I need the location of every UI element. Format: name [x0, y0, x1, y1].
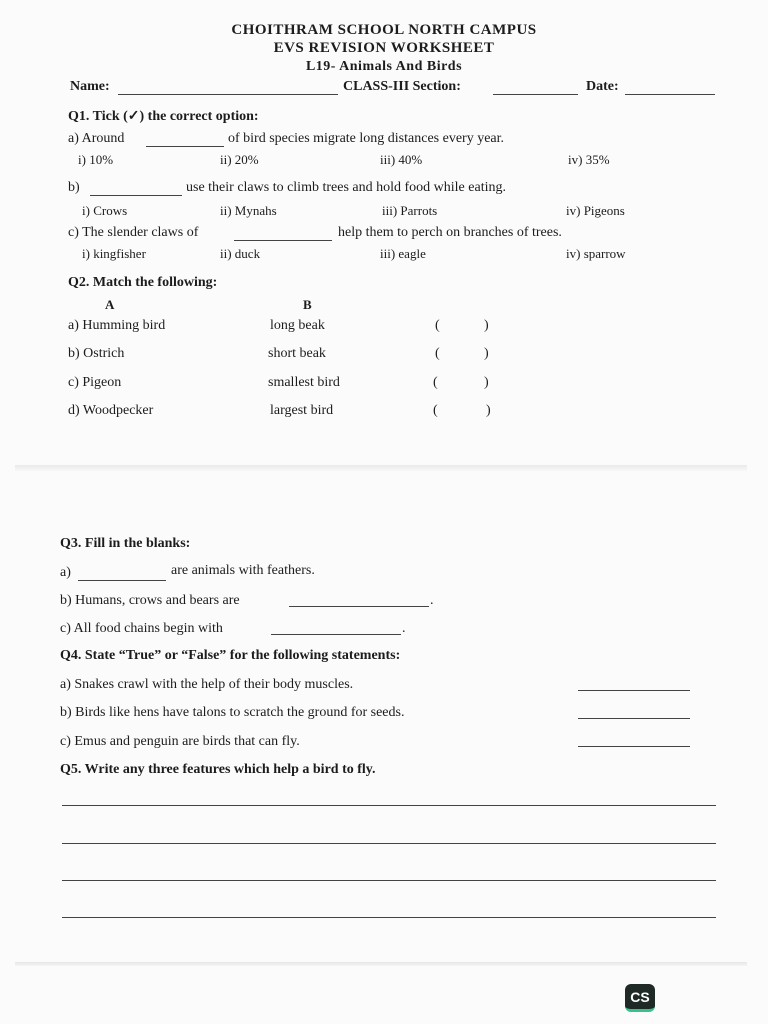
q3a-blank[interactable]: [78, 580, 166, 581]
q4a-statement: a) Snakes crawl with the help of their body muscles.: [60, 677, 354, 692]
class-section-label: CLASS-III Section:: [343, 79, 461, 94]
q2-column-b-header: B: [303, 297, 312, 312]
q1c-option-1[interactable]: i) kingfisher: [82, 246, 146, 261]
q2-row-c-right: smallest bird: [268, 375, 340, 390]
worksheet-title: EVS REVISION WORKSHEET: [273, 40, 495, 56]
date-label: Date:: [586, 79, 619, 94]
q1a-prefix: a) Around: [68, 131, 125, 146]
lesson-title: L19- Animals And Birds: [305, 59, 463, 74]
school-name: CHOITHRAM SCHOOL NORTH CAMPUS: [231, 22, 537, 38]
q2-row-d-answer-open[interactable]: (: [433, 403, 438, 418]
q5-answer-line-2[interactable]: [62, 843, 716, 844]
q3c-text: c) All food chains begin with: [60, 621, 223, 636]
q1b-option-4[interactable]: iv) Pigeons: [566, 203, 625, 218]
q1a-blank[interactable]: [146, 146, 224, 147]
q1b-option-2[interactable]: ii) Mynahs: [220, 203, 277, 218]
q3a-text: are animals with feathers.: [171, 563, 315, 578]
q4a-answer-blank[interactable]: [578, 690, 690, 691]
q1c-text: help them to perch on branches of trees.: [338, 225, 562, 240]
q5-answer-line-1[interactable]: [62, 805, 716, 806]
q5-answer-line-4[interactable]: [62, 917, 716, 918]
q2-row-d-answer-close: ): [486, 403, 491, 418]
camscanner-logo: CS: [625, 984, 655, 1012]
q2-row-a-right: long beak: [270, 318, 325, 333]
q1b-prefix: b): [68, 180, 80, 195]
q1c-blank[interactable]: [234, 240, 332, 241]
page-fold-shadow: [15, 465, 747, 471]
name-blank[interactable]: [118, 94, 338, 95]
q4b-answer-blank[interactable]: [578, 718, 690, 719]
q2-row-b-answer-close: ): [484, 346, 489, 361]
q1a-option-3[interactable]: iii) 40%: [380, 152, 423, 167]
q2-row-a-answer-open[interactable]: (: [435, 318, 440, 333]
q3-title: Q3. Fill in the blanks:: [60, 536, 191, 551]
q5-title: Q5. Write any three features which help a bird to fly.: [60, 762, 376, 777]
q2-row-d-left: d) Woodpecker: [68, 403, 154, 418]
q4c-statement: c) Emus and penguin are birds that can fly.: [60, 734, 300, 749]
q4b-statement: b) Birds like hens have talons to scratch the ground for seeds.: [60, 705, 405, 720]
q1a-option-2[interactable]: ii) 20%: [220, 152, 259, 167]
q3b-blank[interactable]: [289, 606, 429, 607]
q2-row-c-left: c) Pigeon: [68, 375, 122, 390]
page-bottom-shadow: [15, 962, 747, 966]
q1-title: Q1. Tick (✓) the correct option:: [68, 109, 259, 124]
q3b-end: .: [430, 593, 434, 608]
q3c-blank[interactable]: [271, 634, 401, 635]
q2-row-b-right: short beak: [268, 346, 326, 361]
q3c-end: .: [402, 621, 406, 636]
q5-answer-line-3[interactable]: [62, 880, 716, 881]
q1b-option-1[interactable]: i) Crows: [82, 203, 128, 218]
name-label: Name:: [70, 79, 110, 94]
q3b-text: b) Humans, crows and bears are: [60, 593, 240, 608]
q2-row-b-answer-open[interactable]: (: [435, 346, 440, 361]
q2-row-d-right: largest bird: [270, 403, 334, 418]
q1a-option-4[interactable]: iv) 35%: [568, 152, 610, 167]
q1c-option-2[interactable]: ii) duck: [220, 246, 261, 261]
date-blank[interactable]: [625, 94, 715, 95]
q2-row-c-answer-open[interactable]: (: [433, 375, 438, 390]
q2-row-c-answer-close: ): [484, 375, 489, 390]
q1c-option-4[interactable]: iv) sparrow: [566, 246, 626, 261]
q3a-prefix: a): [60, 565, 71, 580]
q2-column-a-header: A: [105, 297, 115, 312]
q2-row-b-left: b) Ostrich: [68, 346, 125, 361]
q4c-answer-blank[interactable]: [578, 746, 690, 747]
q1b-option-3[interactable]: iii) Parrots: [382, 203, 438, 218]
q1b-text: use their claws to climb trees and hold food while eating.: [186, 180, 506, 195]
q2-title: Q2. Match the following:: [68, 275, 218, 290]
q2-row-a-answer-close: ): [484, 318, 489, 333]
q1b-blank[interactable]: [90, 195, 182, 196]
q1a-option-1[interactable]: i) 10%: [78, 152, 114, 167]
q4-title: Q4. State “True” or “False” for the following statements:: [60, 648, 401, 663]
q1c-prefix: c) The slender claws of: [68, 225, 199, 240]
q1c-option-3[interactable]: iii) eagle: [380, 246, 426, 261]
q2-row-a-left: a) Humming bird: [68, 318, 166, 333]
section-blank[interactable]: [493, 94, 578, 95]
q1a-text: of bird species migrate long distances every year.: [228, 131, 505, 146]
